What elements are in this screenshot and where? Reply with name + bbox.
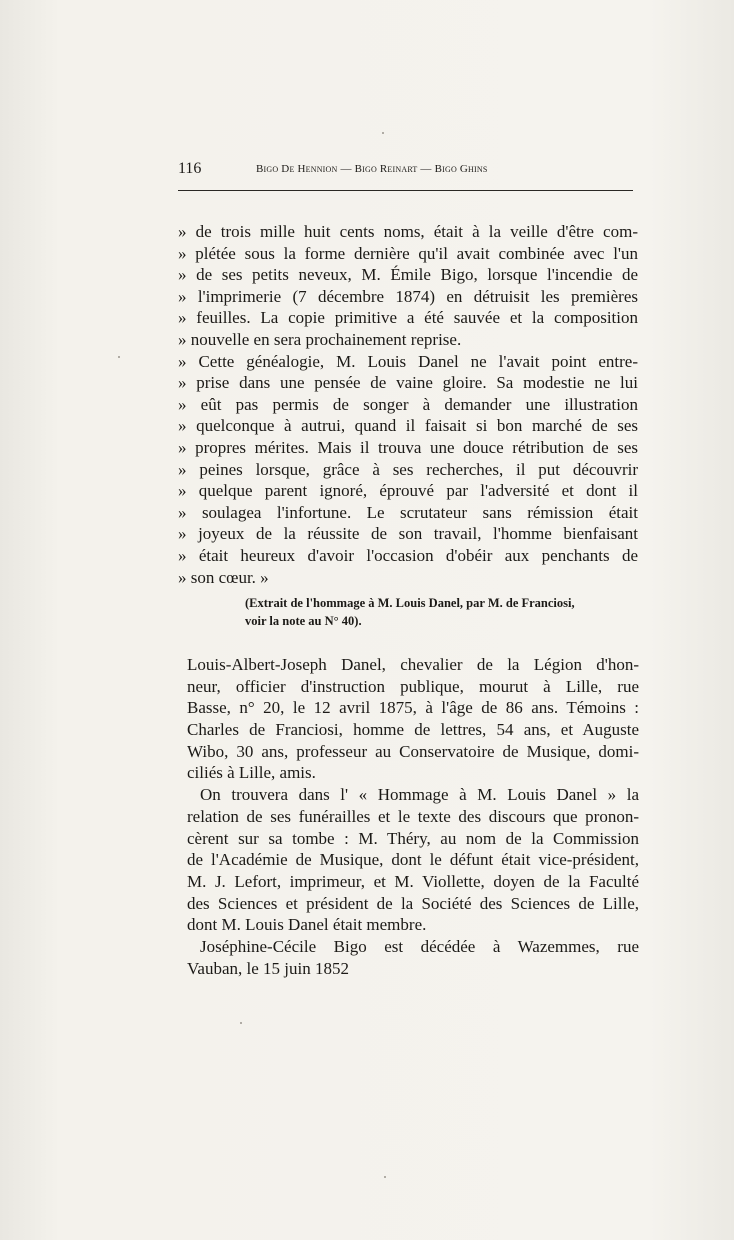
quote-line: » de trois mille huit cents noms, était à la veille d'être com- [178, 222, 638, 241]
body-line: ciliés à Lille, amis. [187, 763, 316, 783]
paper-speck [384, 1176, 386, 1178]
citation-line: (Extrait de l'hommage à M. Louis Danel, par M. de Franciosi, [245, 596, 575, 610]
quote-line: » nouvelle en sera prochainement reprise. [178, 329, 462, 349]
quote-line: » de ses petits neveux, M. Émile Bigo, lorsque l'incendie de [178, 265, 638, 285]
body-line: M. J. Lefort, imprimeur, et M. Viollette, doyen de la Faculté [187, 871, 639, 891]
quote-line: » soulagea l'infortune. Le scrutateur sans rémission était [178, 502, 638, 522]
citation-line: voir la note au N° 40). [245, 614, 362, 628]
body-line: Vauban, le 15 juin 1852 [187, 958, 349, 978]
quote-line: » prise dans une pensée de vaine gloire. Sa modestie ne lui [178, 373, 638, 393]
quote-line: » plétée sous la forme dernière qu'il avait combinée avec l'un [178, 243, 638, 263]
quote-line: » peines lorsque, grâce à ses recherches, il put découvrir [178, 459, 638, 479]
body-line: dont M. Louis Danel était membre. [187, 915, 427, 935]
body-text [187, 654, 639, 979]
body-line: Louis-Albert-Joseph Danel, chevalier de la Légion d'hon- [187, 655, 639, 674]
quote-line: » propres mérites. Mais il trouva une douce rétribution de ses [178, 437, 638, 457]
quoted-passage [178, 221, 638, 588]
quote-line: » eût pas permis de songer à demander une illustration [178, 394, 638, 414]
source-citation [245, 594, 645, 630]
body-line: cèrent sur sa tombe : M. Théry, au nom de la Commission [187, 828, 639, 848]
quote-line: » quelconque à autrui, quand il faisait si bon marché de ses [178, 416, 638, 436]
running-head: Bigo De Hennion — Bigo Reinart — Bigo Ghins [256, 163, 488, 175]
paper-speck [118, 356, 120, 358]
header-rule [178, 190, 633, 191]
quote-line: » son cœur. » [178, 567, 269, 587]
body-line: de l'Académie de Musique, dont le défunt était vice-président, [187, 850, 639, 870]
body-line: Joséphine-Cécile Bigo est décédée à Wazemmes, rue [200, 936, 639, 956]
paper-speck [240, 1022, 242, 1024]
body-line: relation de ses funérailles et le texte des discours que pronon- [187, 806, 639, 826]
page-number: 116 [178, 160, 202, 177]
body-line: Charles de Franciosi, homme de lettres, 54 ans, et Auguste [187, 720, 639, 740]
body-line: Wibo, 30 ans, professeur au Conservatoire de Musique, domi- [187, 741, 639, 761]
body-line: Basse, n° 20, le 12 avril 1875, à l'âge de 86 ans. Témoins : [187, 698, 639, 718]
quote-line: » était heureux d'avoir l'occasion d'obéir aux penchants de [178, 545, 638, 565]
body-line: neur, officier d'instruction publique, mourut à Lille, rue [187, 676, 639, 696]
quote-line: » joyeux de la réussite de son travail, l'homme bienfaisant [178, 524, 638, 544]
body-line: des Sciences et président de la Société des Sciences de Lille, [187, 893, 639, 913]
paper-speck [382, 132, 384, 134]
quote-line: » quelque parent ignoré, éprouvé par l'adversité et dont il [178, 481, 638, 501]
quote-line: » Cette généalogie, M. Louis Danel ne l'avait point entre- [178, 351, 638, 371]
quote-line: » feuilles. La copie primitive a été sauvée et la composition [178, 308, 638, 328]
body-line: On trouvera dans l' « Hommage à M. Louis Danel » la [200, 785, 639, 805]
page-header [178, 160, 638, 182]
quote-line: » l'imprimerie (7 décembre 1874) en détruisit les premières [178, 286, 638, 306]
